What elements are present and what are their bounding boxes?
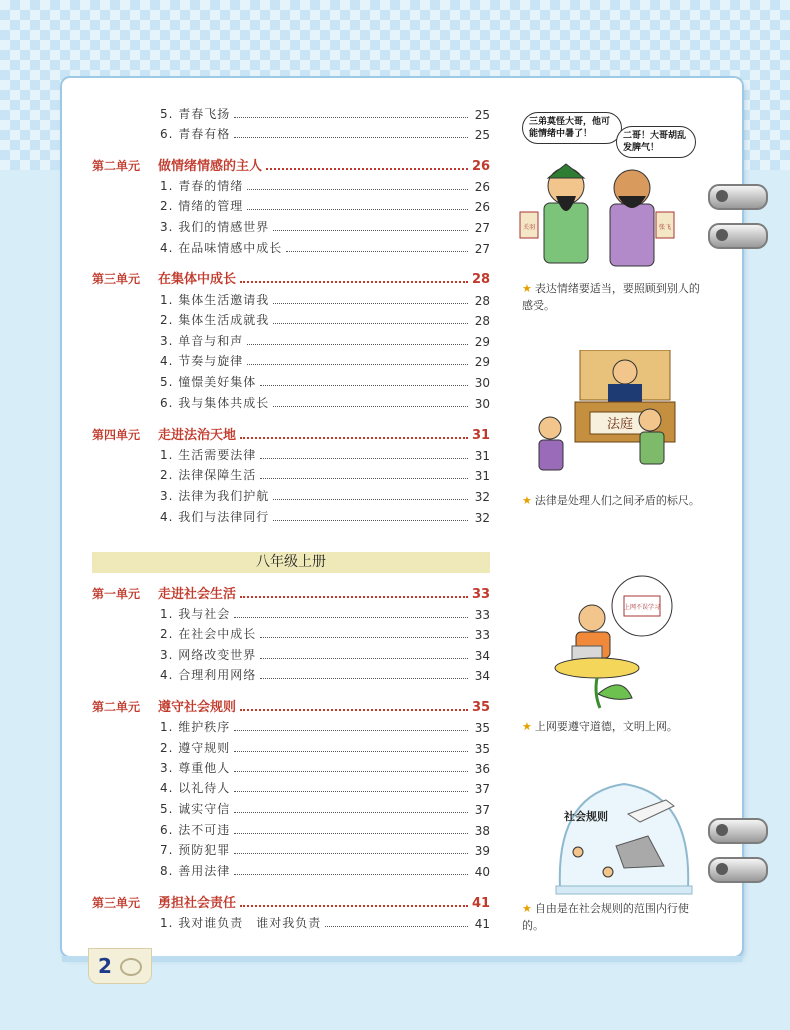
dot-leader	[260, 385, 468, 386]
dot-leader	[273, 323, 468, 324]
page-ref: 32	[474, 511, 490, 525]
star-icon: ★	[522, 720, 532, 733]
dot-leader	[234, 117, 468, 118]
binder-ring	[708, 857, 768, 883]
page-ref: 25	[474, 108, 490, 122]
toc-entry-row	[92, 351, 490, 369]
unit-number: 第四单元	[92, 428, 141, 442]
dot-leader	[234, 751, 468, 752]
unit-title: 遵守社会规则	[158, 700, 237, 715]
dot-leader	[247, 344, 468, 345]
entry-title: 1. 青春的情绪	[160, 179, 244, 193]
entry-title: 3. 尊重他人	[160, 761, 231, 775]
dot-leader	[234, 771, 468, 772]
toc-entry-row	[92, 176, 490, 194]
page-ref: 30	[474, 397, 490, 411]
binder-ring	[708, 818, 768, 844]
entry-title: 2. 集体生活成就我	[160, 313, 270, 327]
dot-leader	[234, 791, 468, 792]
dot-leader	[234, 617, 468, 618]
unit-number: 第三单元	[92, 896, 141, 910]
toc-entry-row	[92, 645, 490, 663]
entry-title: 1. 集体生活邀请我	[160, 293, 270, 307]
speech-bubble-right: 二哥！大哥胡乱发脾气！	[616, 126, 696, 158]
speech-bubble-left: 三弟莫怪大哥，他可能情绪中暑了！	[522, 112, 622, 144]
page-ref: 34	[474, 649, 490, 663]
page-number: 2	[98, 954, 112, 978]
entry-title: 3. 单音与和声	[160, 334, 244, 348]
toc-entry-row	[92, 331, 490, 349]
page-ref: 35	[474, 721, 490, 735]
toc-unit-row	[92, 156, 490, 174]
dot-leader	[260, 678, 468, 679]
toc-unit-row	[92, 584, 490, 602]
page-ref: 31	[474, 449, 490, 463]
toc-unit-row	[92, 893, 490, 911]
toc-unit-row	[92, 697, 490, 715]
star-icon: ★	[522, 902, 532, 915]
caption-3	[522, 718, 702, 735]
page-ref: 26	[474, 200, 490, 214]
toc-entry-row	[92, 104, 490, 122]
page-ref: 26	[474, 180, 490, 194]
unit-title: 在集体中成长	[158, 272, 237, 287]
unit-title: 走进社会生活	[158, 587, 237, 602]
globe-label: 社会规则	[564, 810, 608, 823]
dot-leader	[234, 137, 468, 138]
page-ref: 29	[474, 355, 490, 369]
entry-title: 3. 我们的情感世界	[160, 220, 270, 234]
caption-text: 上网要遵守道德，文明上网。	[534, 720, 678, 733]
entry-title: 6. 青春有格	[160, 127, 231, 141]
dot-leader	[260, 658, 468, 659]
unit-title: 做情绪情感的主人	[158, 159, 263, 174]
toc-entry-row	[92, 820, 490, 838]
toc-entry-row	[92, 624, 490, 642]
page-ref: 41	[474, 917, 490, 931]
caption-text: 法律是处理人们之间矛盾的标尺。	[534, 494, 700, 507]
dot-leader	[234, 812, 468, 813]
toc-entry-row	[92, 290, 490, 308]
dot-leader	[273, 520, 468, 521]
toc-entry-row	[92, 758, 490, 776]
dot-leader	[286, 251, 468, 252]
entry-title: 4. 节奏与旋律	[160, 354, 244, 368]
court-sign-text: 法庭	[606, 417, 634, 432]
dot-leader	[240, 437, 468, 439]
page-ref: 27	[474, 221, 490, 235]
caption-text: 自由是在社会规则的范围内行使的。	[522, 902, 689, 932]
entry-title: 6. 法不可违	[160, 823, 231, 837]
entry-title: 3. 网络改变世界	[160, 648, 257, 662]
dot-leader	[273, 406, 468, 407]
character-guan-yu	[544, 164, 588, 263]
entry-title: 2. 情绪的管理	[160, 199, 244, 213]
entry-title: 4. 合理利用网络	[160, 668, 257, 682]
entry-title: 4. 我们与法律同行	[160, 510, 270, 524]
entry-title: 2. 在社会中成长	[160, 627, 257, 641]
entry-title: 3. 法律为我们护航	[160, 489, 270, 503]
page-ref: 31	[472, 428, 491, 443]
toc-entry-row	[92, 717, 490, 735]
dot-leader	[234, 833, 468, 834]
sign-left-text: 关羽	[522, 224, 536, 231]
page-ref: 33	[474, 628, 490, 642]
toc-unit-row	[92, 269, 490, 287]
page-ref: 35	[472, 700, 491, 715]
page-ref: 41	[472, 896, 491, 911]
star-icon: ★	[522, 494, 532, 507]
caption-4	[522, 900, 702, 934]
page-ref: 33	[474, 608, 490, 622]
toc-unit-row	[92, 425, 490, 443]
toc-entry-row	[92, 124, 490, 142]
entry-title: 5. 憧憬美好集体	[160, 375, 257, 389]
dot-leader	[273, 499, 468, 500]
entry-title: 1. 生活需要法律	[160, 448, 257, 462]
unit-title: 走进法治天地	[158, 428, 237, 443]
entry-title: 1. 我对谁负责 谁对我负责	[160, 916, 322, 930]
star-icon: ★	[522, 282, 532, 295]
dot-leader	[240, 709, 468, 711]
page-ref: 33	[472, 587, 491, 602]
page-ref: 38	[474, 824, 490, 838]
toc-entry-row	[92, 778, 490, 796]
page-ref: 37	[474, 782, 490, 796]
dot-leader	[266, 168, 468, 170]
page-ref: 28	[474, 294, 490, 308]
page-ref: 28	[474, 314, 490, 328]
toc-entry-row	[92, 840, 490, 858]
grade-heading: 八年级上册	[92, 552, 490, 573]
dot-leader	[247, 189, 468, 190]
caption-text: 表达情绪要适当，要照顾到别人的感受。	[522, 282, 700, 312]
page-ref: 28	[472, 272, 491, 287]
page-ref: 31	[474, 469, 490, 483]
entry-title: 4. 以礼待人	[160, 781, 231, 795]
entry-title: 5. 诚实守信	[160, 802, 231, 816]
page-ref: 35	[474, 742, 490, 756]
unit-number: 第二单元	[92, 700, 141, 714]
dot-leader	[260, 637, 468, 638]
dot-leader	[247, 364, 468, 365]
dot-leader	[273, 230, 468, 231]
dot-leader	[240, 596, 468, 598]
page-ref: 34	[474, 669, 490, 683]
toc-entry-row	[92, 393, 490, 411]
page-ref: 39	[474, 844, 490, 858]
page-ref: 30	[474, 376, 490, 390]
character-zhang-fei	[610, 170, 654, 266]
entry-title: 1. 我与社会	[160, 607, 231, 621]
page-ref: 36	[474, 762, 490, 776]
toc-entry-row	[92, 196, 490, 214]
page-ref: 25	[474, 128, 490, 142]
sign-right-text: 张飞	[658, 224, 672, 231]
entry-title: 2. 法律保障生活	[160, 468, 257, 482]
illustration-court	[520, 350, 710, 490]
unit-title: 勇担社会责任	[158, 896, 237, 911]
toc-entry-row	[92, 738, 490, 756]
entry-title: 7. 预防犯罪	[160, 843, 231, 857]
unit-number: 第二单元	[92, 159, 141, 173]
page-ref: 26	[472, 159, 491, 174]
dot-leader	[234, 853, 468, 854]
dot-leader	[234, 874, 468, 875]
page-ref: 29	[474, 335, 490, 349]
page-ref: 37	[474, 803, 490, 817]
toc-entry-row	[92, 861, 490, 879]
entry-title: 1. 维护秩序	[160, 720, 231, 734]
page-bottom-bar	[62, 956, 742, 962]
toc-entry-row	[92, 310, 490, 328]
toc-entry-row	[92, 913, 490, 931]
ornament-icon	[120, 958, 142, 976]
entry-title: 5. 青春飞扬	[160, 107, 231, 121]
toc-entry-row	[92, 486, 490, 504]
page-ref: 27	[474, 242, 490, 256]
page-ref: 40	[474, 865, 490, 879]
dot-leader	[273, 303, 468, 304]
toc-entry-row	[92, 665, 490, 683]
caption-2	[522, 492, 702, 509]
dot-leader	[240, 905, 468, 907]
illustration-internet	[552, 574, 702, 714]
unit-number: 第三单元	[92, 272, 141, 286]
toc-entry-row	[92, 372, 490, 390]
entry-title: 6. 我与集体共成长	[160, 396, 270, 410]
entry-title: 4. 在品味情感中成长	[160, 241, 283, 255]
unit-number: 第一单元	[92, 587, 141, 601]
dot-leader	[325, 926, 468, 927]
dot-leader	[247, 209, 468, 210]
toc-entry-row	[92, 217, 490, 235]
note-sign-text: 上网不误学习	[623, 604, 661, 611]
page-ref: 32	[474, 490, 490, 504]
toc-entry-row	[92, 799, 490, 817]
entry-title: 8. 善用法律	[160, 864, 231, 878]
dot-leader	[234, 730, 468, 731]
globe-label-text	[563, 809, 608, 823]
dot-leader	[260, 478, 468, 479]
caption-1	[522, 280, 702, 314]
entry-title: 2. 遵守规则	[160, 741, 231, 755]
toc-entry-row	[92, 445, 490, 463]
illustration-social-rules	[548, 776, 698, 896]
toc-entry-row	[92, 465, 490, 483]
dot-leader	[240, 281, 468, 283]
toc-entry-row	[92, 507, 490, 525]
toc-entry-row	[92, 238, 490, 256]
dot-leader	[260, 458, 468, 459]
toc-entry-row	[92, 604, 490, 622]
